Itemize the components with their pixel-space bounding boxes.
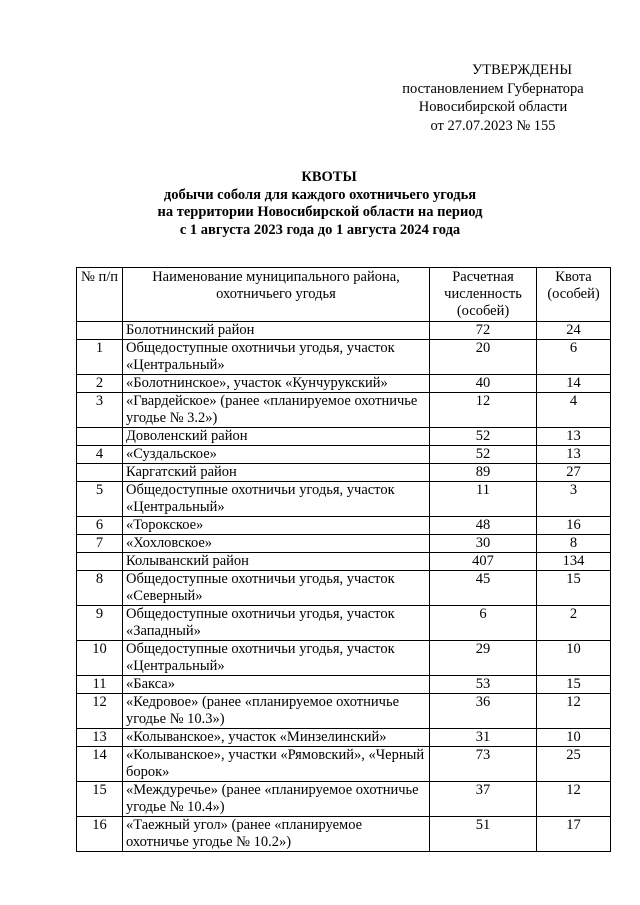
cell-estimated: 51 bbox=[430, 817, 537, 852]
cell-number: 2 bbox=[77, 375, 123, 393]
table-row bbox=[77, 322, 611, 340]
cell-name: «Колыванское», участки «Рямовский», «Черный борок» bbox=[123, 747, 430, 782]
approval-stamp bbox=[380, 61, 606, 135]
cell-quota: 13 bbox=[537, 428, 611, 446]
table-row bbox=[77, 482, 611, 517]
cell-name: Общедоступные охотничьи угодья, участок «Западный» bbox=[123, 606, 430, 641]
cell-quota: 134 bbox=[537, 553, 611, 571]
cell-estimated: 37 bbox=[430, 782, 537, 817]
table-row bbox=[77, 428, 611, 446]
table-row bbox=[77, 606, 611, 641]
cell-name: Общедоступные охотничьи угодья, участок «Центральный» bbox=[123, 340, 430, 375]
header-number: № п/п bbox=[77, 268, 123, 322]
cell-quota: 25 bbox=[537, 747, 611, 782]
cell-estimated: 36 bbox=[430, 694, 537, 729]
cell-name: «Бакса» bbox=[123, 676, 430, 694]
cell-number: 6 bbox=[77, 517, 123, 535]
cell-number bbox=[77, 464, 123, 482]
quota-table bbox=[76, 267, 611, 852]
cell-name: «Торокское» bbox=[123, 517, 430, 535]
cell-name: Общедоступные охотничьи угодья, участок «Центральный» bbox=[123, 641, 430, 676]
cell-estimated: 45 bbox=[430, 571, 537, 606]
cell-quota: 4 bbox=[537, 393, 611, 428]
cell-name: «Междуречье» (ранее «планируемое охотничье угодье № 10.4») bbox=[123, 782, 430, 817]
cell-quota: 6 bbox=[537, 340, 611, 375]
cell-number: 10 bbox=[77, 641, 123, 676]
table-row bbox=[77, 641, 611, 676]
title-period: с 1 августа 2023 года до 1 августа 2024 года bbox=[179, 221, 461, 238]
cell-quota: 17 bbox=[537, 817, 611, 852]
cell-name: «Гвардейское» (ранее «планируемое охотничье угодье № 3.2») bbox=[123, 393, 430, 428]
cell-number: 5 bbox=[77, 482, 123, 517]
cell-name: Каргатский район bbox=[123, 464, 430, 482]
cell-estimated: 6 bbox=[430, 606, 537, 641]
cell-quota: 8 bbox=[537, 535, 611, 553]
approval-by-decree: постановлением Губернатора bbox=[402, 80, 584, 97]
table-row bbox=[77, 782, 611, 817]
cell-name: Общедоступные охотничьи угодья, участок «Центральный» bbox=[123, 482, 430, 517]
cell-name: Болотнинский район bbox=[123, 322, 430, 340]
header-name: Наименование муниципального района, охотничьего угодья bbox=[123, 268, 430, 322]
cell-number: 7 bbox=[77, 535, 123, 553]
cell-name: Доволенский район bbox=[123, 428, 430, 446]
table-row bbox=[77, 571, 611, 606]
cell-estimated: 72 bbox=[430, 322, 537, 340]
cell-number bbox=[77, 553, 123, 571]
cell-name: «Кедровое» (ранее «планируемое охотничье угодье № 10.3») bbox=[123, 694, 430, 729]
cell-number: 15 bbox=[77, 782, 123, 817]
cell-estimated: 11 bbox=[430, 482, 537, 517]
cell-name: «Колыванское», участок «Минзелинский» bbox=[123, 729, 430, 747]
document-title bbox=[0, 169, 640, 239]
cell-estimated: 73 bbox=[430, 747, 537, 782]
cell-number: 11 bbox=[77, 676, 123, 694]
cell-name: «Хохловское» bbox=[123, 535, 430, 553]
cell-estimated: 29 bbox=[430, 641, 537, 676]
cell-estimated: 20 bbox=[430, 340, 537, 375]
cell-quota: 14 bbox=[537, 375, 611, 393]
table-row bbox=[77, 747, 611, 782]
approval-date-number: от 27.07.2023 № 155 bbox=[430, 117, 556, 134]
title-subject: добычи соболя для каждого охотничьего угодья bbox=[163, 186, 477, 203]
table-row bbox=[77, 729, 611, 747]
cell-number: 12 bbox=[77, 694, 123, 729]
cell-number: 13 bbox=[77, 729, 123, 747]
cell-estimated: 48 bbox=[430, 517, 537, 535]
cell-estimated: 53 bbox=[430, 676, 537, 694]
header-quota: Квота (особей) bbox=[537, 268, 611, 322]
cell-estimated: 31 bbox=[430, 729, 537, 747]
table-header-row bbox=[77, 268, 611, 322]
cell-quota: 10 bbox=[537, 641, 611, 676]
table-row bbox=[77, 676, 611, 694]
cell-number: 9 bbox=[77, 606, 123, 641]
cell-number bbox=[77, 428, 123, 446]
cell-estimated: 89 bbox=[430, 464, 537, 482]
cell-quota: 10 bbox=[537, 729, 611, 747]
cell-estimated: 407 bbox=[430, 553, 537, 571]
cell-estimated: 12 bbox=[430, 393, 537, 428]
cell-quota: 12 bbox=[537, 694, 611, 729]
cell-name: Колыванский район bbox=[123, 553, 430, 571]
cell-quota: 24 bbox=[537, 322, 611, 340]
cell-quota: 2 bbox=[537, 606, 611, 641]
table-row bbox=[77, 817, 611, 852]
cell-name: Общедоступные охотничьи угодья, участок «Северный» bbox=[123, 571, 430, 606]
cell-number: 4 bbox=[77, 446, 123, 464]
table-row bbox=[77, 446, 611, 464]
cell-number: 16 bbox=[77, 817, 123, 852]
cell-number bbox=[77, 322, 123, 340]
cell-number: 3 bbox=[77, 393, 123, 428]
cell-quota: 15 bbox=[537, 676, 611, 694]
table-row bbox=[77, 375, 611, 393]
cell-estimated: 52 bbox=[430, 446, 537, 464]
table-row bbox=[77, 517, 611, 535]
cell-estimated: 30 bbox=[430, 535, 537, 553]
cell-name: «Таежный угол» (ранее «планируемое охотничье угодье № 10.2») bbox=[123, 817, 430, 852]
approval-approved: УТВЕРЖДЕНЫ bbox=[471, 62, 573, 78]
header-estimated-population: Расчетная численность (особей) bbox=[430, 268, 537, 322]
table-row bbox=[77, 340, 611, 375]
cell-estimated: 52 bbox=[430, 428, 537, 446]
table-row bbox=[77, 393, 611, 428]
cell-name: «Суздальское» bbox=[123, 446, 430, 464]
table-row bbox=[77, 464, 611, 482]
title-territory: на территории Новосибирской области на период bbox=[157, 204, 483, 220]
table-row bbox=[77, 553, 611, 571]
title-quotas: КВОТЫ bbox=[301, 169, 357, 185]
cell-number: 1 bbox=[77, 340, 123, 375]
table-row bbox=[77, 694, 611, 729]
cell-quota: 13 bbox=[537, 446, 611, 464]
cell-quota: 15 bbox=[537, 571, 611, 606]
cell-quota: 27 bbox=[537, 464, 611, 482]
cell-quota: 12 bbox=[537, 782, 611, 817]
cell-estimated: 40 bbox=[430, 375, 537, 393]
table-row bbox=[77, 535, 611, 553]
cell-number: 8 bbox=[77, 571, 123, 606]
approval-region: Новосибирской области bbox=[418, 99, 568, 115]
cell-name: «Болотнинское», участок «Кунчурукский» bbox=[123, 375, 430, 393]
cell-number: 14 bbox=[77, 747, 123, 782]
cell-quota: 3 bbox=[537, 482, 611, 517]
cell-quota: 16 bbox=[537, 517, 611, 535]
